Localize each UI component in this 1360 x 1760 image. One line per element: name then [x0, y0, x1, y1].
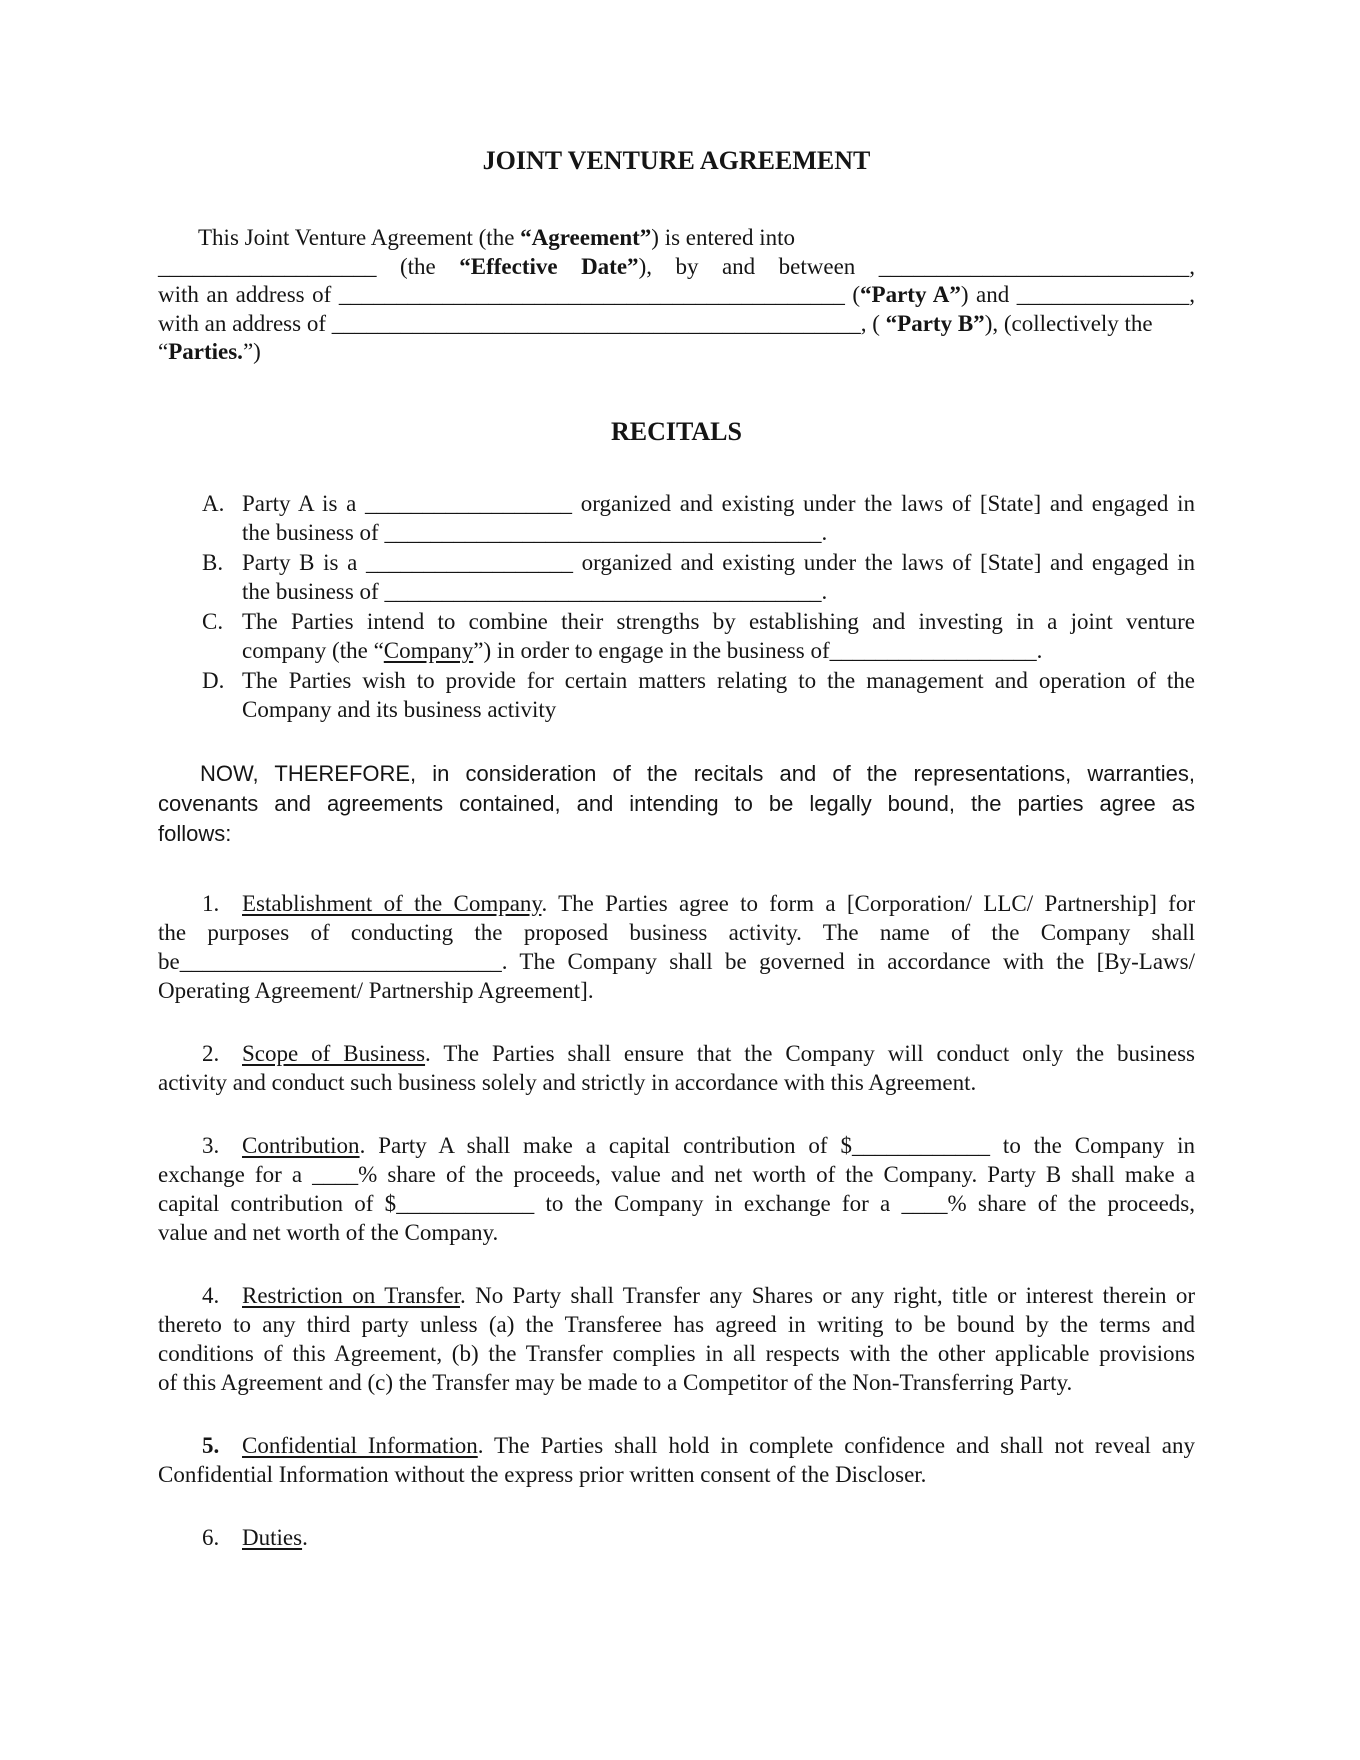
recital-item [158, 548, 1195, 607]
text-run: . [821, 520, 828, 545]
blank-field: _______________ [1016, 282, 1190, 307]
text-line [158, 1281, 1195, 1310]
text-run: NOW, THEREFORE, in consideration of the recitals and of the representations, warranties, [200, 760, 1195, 786]
section-paragraph [158, 889, 1195, 1005]
text-run: . The Parties shall ensure that the Company will conduct only the business [425, 1040, 1195, 1066]
text-run: to the Company in [990, 1132, 1195, 1158]
text-run: ”) [242, 339, 261, 364]
intro-paragraph [158, 224, 1195, 367]
section-paragraph [158, 1039, 1195, 1097]
text-line [158, 1339, 1195, 1368]
recital-item [158, 666, 1195, 725]
text-line [158, 1523, 1195, 1552]
text-run: . Party A shall make a capital contribution of $ [359, 1132, 853, 1158]
blank-field: ______________________________________ [384, 520, 822, 545]
text-run: ) and [960, 282, 1017, 307]
section-number: 5. [202, 1432, 220, 1458]
text-run: Party B is a [242, 549, 366, 575]
text-line [158, 1039, 1195, 1068]
sections [158, 889, 1195, 1552]
section-number: 2. [202, 1040, 220, 1066]
section-number: 4. [202, 1282, 220, 1308]
text-run: , [1189, 253, 1196, 279]
text-line [202, 666, 1195, 696]
text-line [158, 224, 1195, 253]
text-run: The Parties intend to combine their strengths by establishing and investing in a joint venture [242, 608, 1195, 634]
text-run: % share of the proceeds, [947, 1190, 1195, 1216]
text-line [158, 281, 1195, 310]
text-run: . The Company shall be governed in accordance with the [By-Laws/ [501, 948, 1195, 974]
text-run: company (the “ [242, 638, 384, 663]
document-title: JOINT VENTURE AGREEMENT [482, 146, 871, 175]
blank-field: ______________________________________ [384, 579, 822, 604]
text-line [158, 1431, 1195, 1460]
text-run: Party A is a [242, 490, 366, 516]
blank-field: ____________ [396, 1190, 535, 1216]
text-run: The Parties wish to provide for certain matters relating to the management and operation of the [242, 667, 1195, 693]
text-run: ), by and between [638, 253, 879, 279]
text-line [158, 1160, 1195, 1189]
text-run: . [302, 1524, 308, 1550]
text-run: Operating Agreement/ Partnership Agreement]. [158, 977, 594, 1003]
text-line [158, 976, 1195, 1005]
text-line [202, 548, 1195, 578]
text-run: Confidential Information without the express prior written consent of the Discloser. [158, 1461, 927, 1487]
text-run: with an address of [158, 282, 339, 307]
recitals-list [158, 489, 1195, 725]
text-line [158, 1460, 1195, 1489]
text-line [158, 1218, 1195, 1247]
section-paragraph [158, 1523, 1195, 1552]
clause-heading: Scope of Business [242, 1040, 426, 1066]
text-run: organized and existing under the laws of [State] and engaged in [572, 490, 1195, 516]
text-line [158, 789, 1195, 819]
text-line [158, 1068, 1195, 1097]
text-run: be [158, 948, 180, 974]
clause-heading: Company [383, 638, 474, 663]
recital-item [158, 607, 1195, 666]
text-run: ), (collectively the [984, 310, 1153, 336]
text-run: “Effective Date” [459, 253, 639, 279]
text-run: covenants and agreements contained, and intending to be legally bound, the parties agree as [158, 790, 1195, 816]
blank-field: ____________________________ [179, 948, 502, 974]
text-run: conditions of this Agreement, (b) the Transfer complies in all respects with the other applicable provisions [158, 1340, 1195, 1366]
text-line [242, 636, 1195, 666]
text-line [158, 338, 1195, 367]
text-run: the business of [242, 579, 385, 604]
text-run: “Party B” [885, 310, 985, 336]
blank-field: __________________ [365, 549, 573, 575]
section-paragraph [158, 1281, 1195, 1397]
text-run: ( [844, 282, 861, 307]
blank-field: ____________ [852, 1132, 991, 1158]
text-run: , [1189, 282, 1195, 307]
text-run: . No Party shall Transfer any Shares or any right, title or interest therein or [460, 1282, 1195, 1308]
text-line [158, 759, 1195, 789]
blank-field: ____ [312, 1161, 359, 1187]
text-run: activity and conduct such business solely and strictly in accordance with this Agreement. [158, 1069, 977, 1095]
text-run: ”) in order to engage in the business of [473, 638, 830, 663]
blank-field: __________________ [829, 638, 1037, 663]
section-paragraph [158, 1431, 1195, 1489]
text-run: “Agreement” [520, 225, 652, 250]
text-run: % share of the proceeds, value and net worth of the Company. Party B shall make a [358, 1161, 1195, 1187]
blank-field: ___________________________ [878, 253, 1190, 279]
section-number: 6. [202, 1524, 220, 1550]
text-line [202, 607, 1195, 637]
text-line [158, 253, 1195, 282]
blank-field: ______________________________________________ [331, 310, 861, 336]
clause-heading: Duties [242, 1524, 303, 1550]
text-run: to the Company in exchange for a [534, 1190, 902, 1216]
clause-heading: Establishment of the Company [242, 890, 542, 916]
text-line [158, 1131, 1195, 1160]
text-run: (the [376, 253, 460, 279]
text-line [158, 889, 1195, 918]
now-therefore-paragraph [158, 759, 1195, 849]
text-line [158, 1310, 1195, 1339]
text-line [242, 518, 1195, 548]
blank-field: ___________________ [158, 253, 377, 279]
section-number: 1. [202, 890, 220, 916]
blank-field: ____________________________________________ [338, 282, 845, 307]
text-line [158, 947, 1195, 976]
section-number: 3. [202, 1132, 220, 1158]
text-run: the purposes of conducting the proposed business activity. The name of the Company shall [158, 919, 1195, 945]
text-line [158, 310, 1195, 339]
recitals-heading: RECITALS [610, 416, 742, 446]
text-line [202, 489, 1195, 519]
clause-heading: Contribution [242, 1132, 360, 1158]
text-line [158, 819, 1195, 849]
section-paragraph [158, 1131, 1195, 1247]
clause-heading: Confidential Information [242, 1432, 478, 1458]
list-marker: B. [202, 549, 224, 575]
text-line [242, 577, 1195, 607]
text-line [158, 1368, 1195, 1397]
list-marker: D. [202, 667, 225, 693]
text-run: Company and its business activity [242, 697, 557, 722]
text-line [242, 695, 1195, 725]
text-line [158, 918, 1195, 947]
list-marker: C. [202, 608, 224, 634]
text-run: value and net worth of the Company. [158, 1219, 499, 1245]
text-run: ) is entered into [651, 225, 796, 250]
blank-field: __________________ [365, 490, 573, 516]
text-line [158, 1189, 1195, 1218]
text-run: . The Parties shall hold in complete confidence and shall not reveal any [477, 1432, 1195, 1458]
recital-item [158, 489, 1195, 548]
text-run: . [821, 579, 828, 604]
text-run: with an address of [158, 310, 332, 336]
text-run: Parties. [168, 339, 243, 364]
text-run: the business of [242, 520, 385, 545]
clause-heading: Restriction on Transfer [242, 1282, 461, 1308]
text-run: organized and existing under the laws of [State] and engaged in [572, 549, 1195, 575]
text-run: “ [158, 339, 169, 364]
text-run: . [1036, 638, 1043, 663]
blank-field: ____ [901, 1190, 948, 1216]
text-run: capital contribution of $ [158, 1190, 397, 1216]
text-run: thereto to any third party unless (a) the Transferee has agreed in writing to be bound by the terms and [158, 1311, 1195, 1337]
text-run: , ( [860, 310, 886, 336]
text-run: exchange for a [158, 1161, 313, 1187]
text-run: follows: [158, 820, 232, 846]
text-run: “Party A” [860, 282, 961, 307]
text-run: . The Parties agree to form a [Corporation/ LLC/ Partnership] for [541, 890, 1195, 916]
text-run: of this Agreement and (c) the Transfer may be made to a Competitor of the Non-Transferring Party. [158, 1369, 1073, 1395]
text-run: This Joint Venture Agreement (the [198, 225, 521, 250]
list-marker: A. [202, 490, 225, 516]
